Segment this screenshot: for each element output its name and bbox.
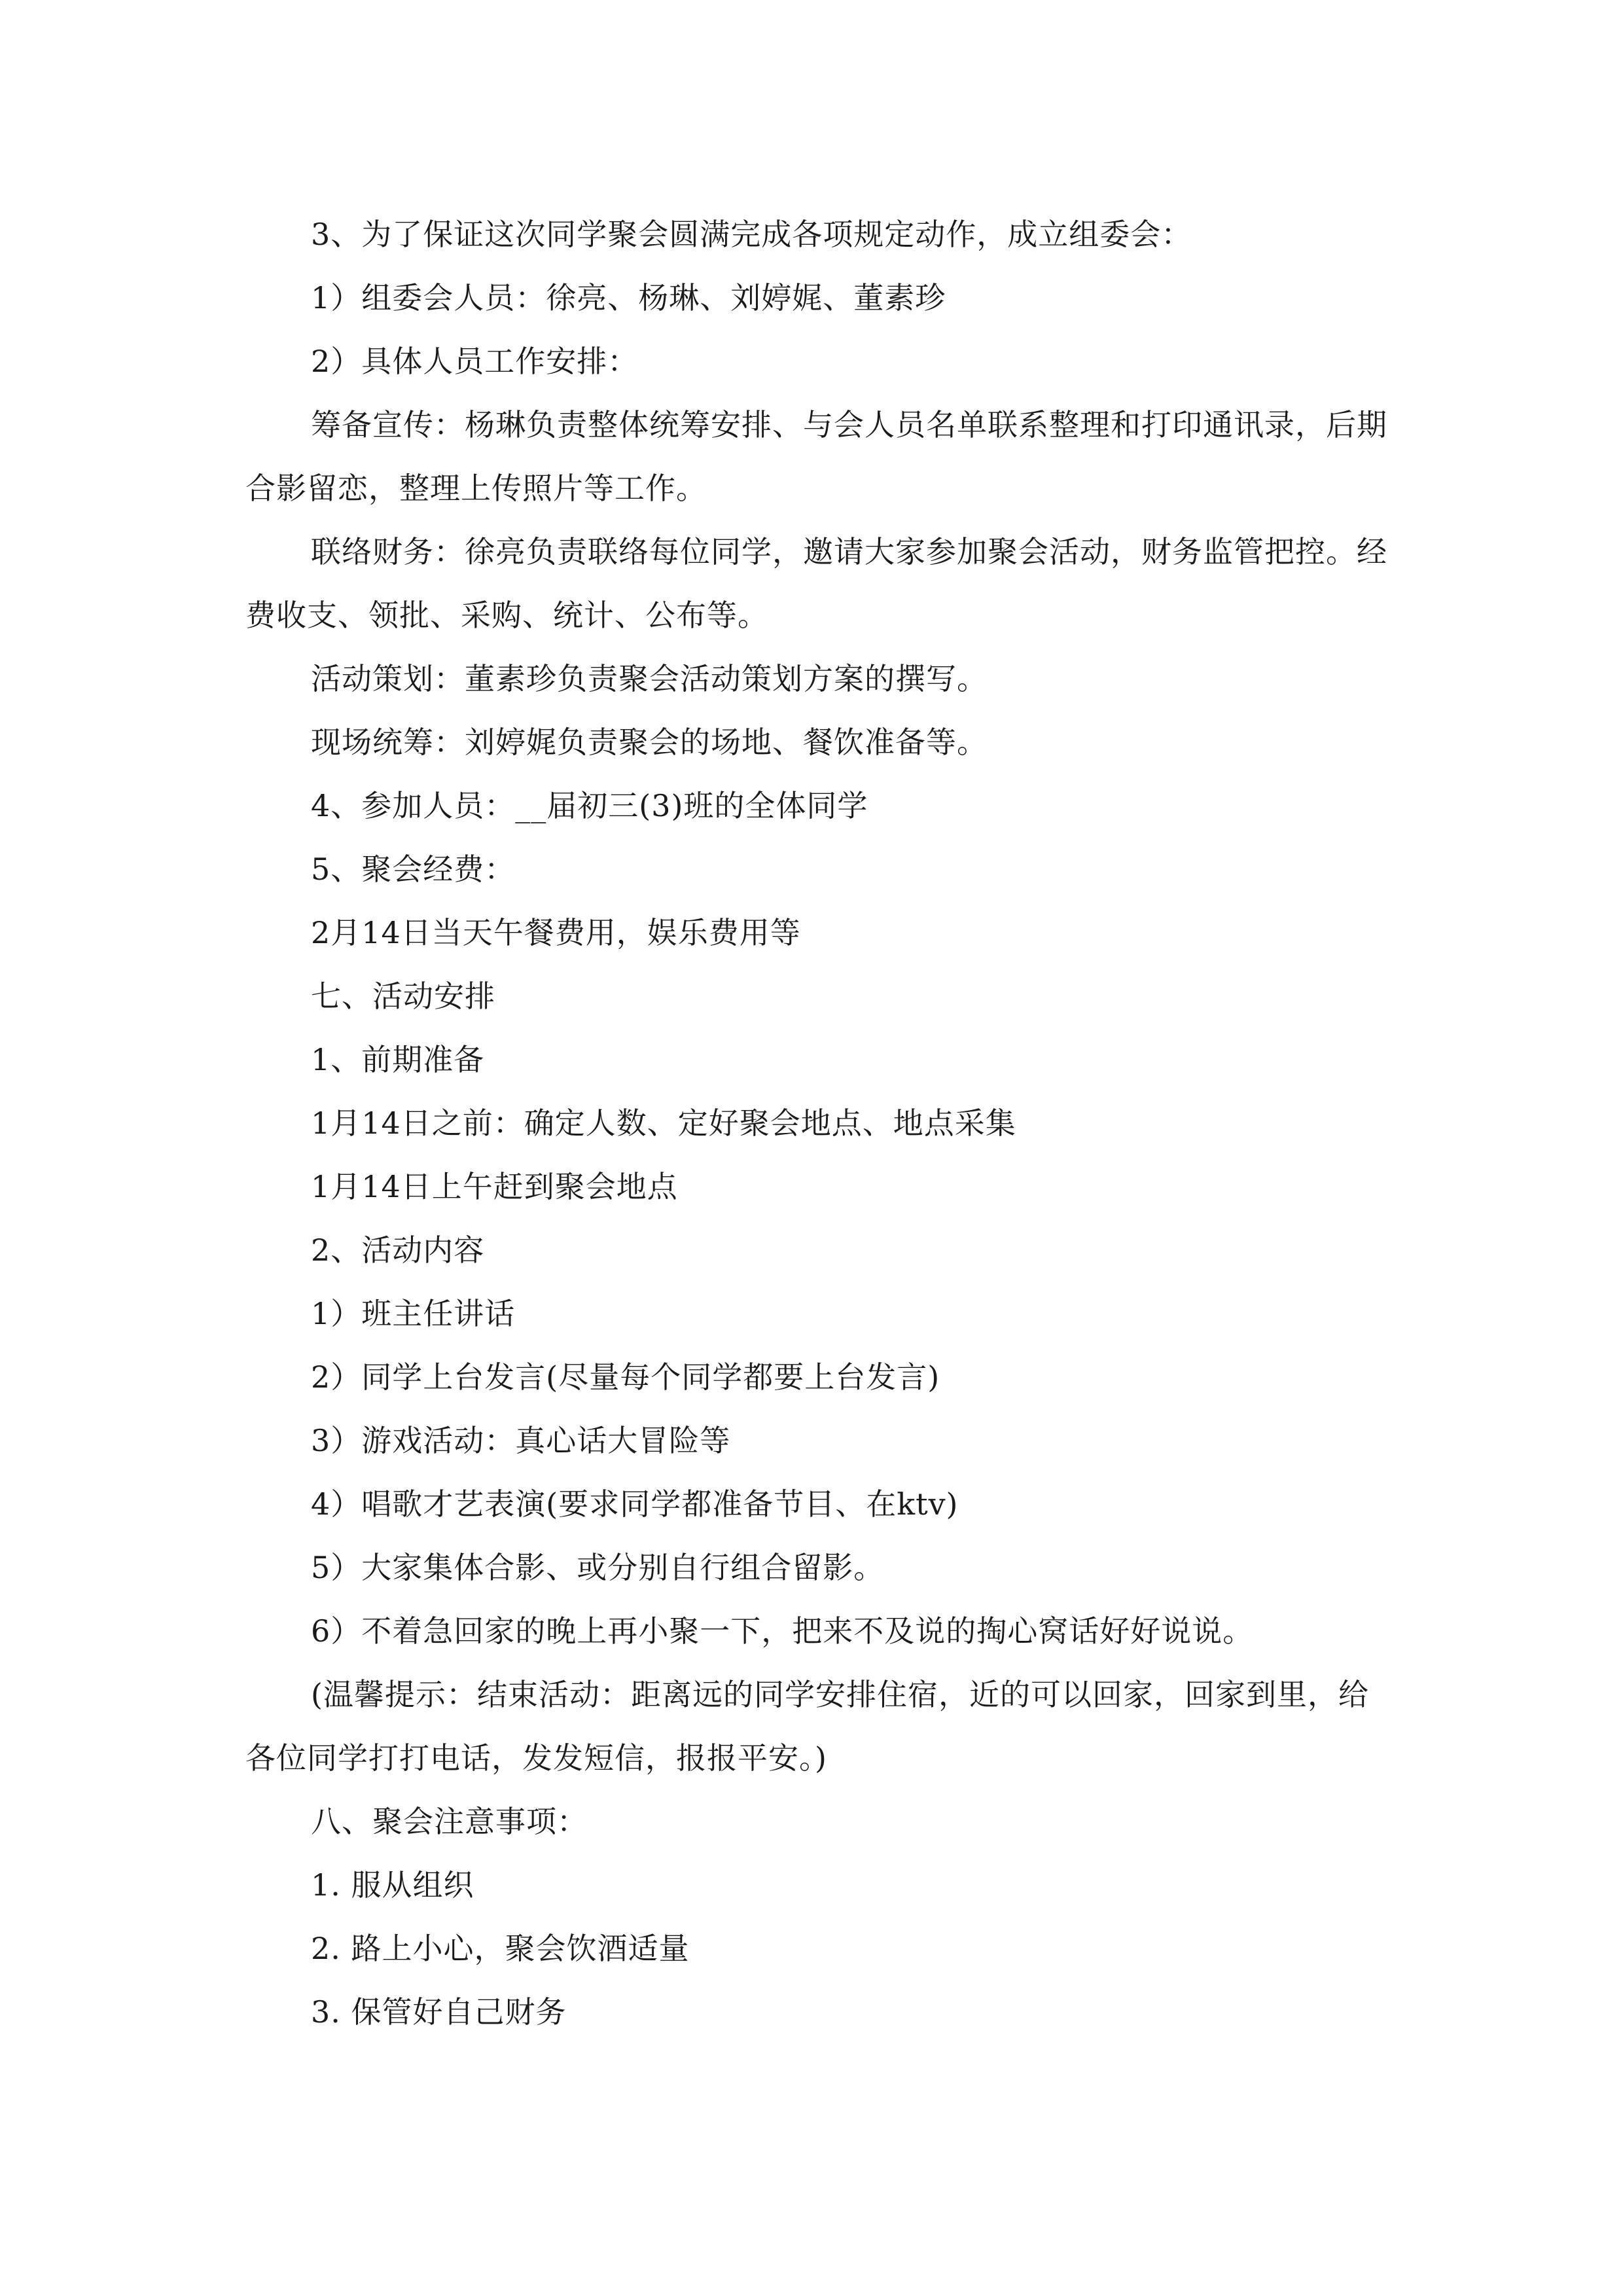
paragraph: 3、为了保证这次同学聚会圆满完成各项规定动作，成立组委会： [311,217,1192,252]
paragraph: 5）大家集体合影、或分别自行组合留影。 [311,1550,885,1585]
document-body [245,203,1397,2044]
paragraph: 3）游戏活动：真心话大冒险等 [311,1423,731,1458]
paragraph: 2）具体人员工作安排： [311,344,639,379]
paragraph: 4、参加人员：__届初三(3)班的全体同学 [311,788,868,823]
paragraph: 4）唱歌才艺表演(要求同学都准备节目、在ktv) [311,1486,959,1522]
section-heading: 八、聚会注意事项： [311,1804,588,1839]
paragraph: 活动策划：董素珍负责聚会活动策划方案的撰写。 [311,661,988,696]
section-heading: 七、活动安排 [311,978,495,1014]
paragraph: 1. 服从组织 [311,1867,474,1903]
paragraph: 1月14日之前：确定人数、定好聚会地点、地点采集 [311,1105,1016,1141]
paragraph: 1）班主任讲话 [311,1296,516,1331]
paragraph: 1月14日上午赶到聚会地点 [311,1169,678,1204]
paragraph: 6）不着急回家的晚上再小聚一下，把来不及说的掏心窝话好好说说。 [311,1613,1254,1649]
paragraph: 2）同学上台发言(尽量每个同学都要上台发言) [311,1359,940,1395]
paragraph: 1、前期准备 [311,1042,485,1077]
paragraph: 联络财务：徐亮负责联络每位同学，邀请大家参加聚会活动，财务监管把控。经费收支、领批、采购、统计、公布等。 [245,534,1387,633]
paragraph: 筹备宣传：杨琳负责整体统筹安排、与会人员名单联系整理和打印通讯录，后期合影留恋，整理上传照片等工作。 [245,407,1387,506]
paragraph: 1）组委会人员：徐亮、杨琳、刘婷娓、董素珍 [311,280,946,315]
paragraph: 2、活动内容 [311,1232,485,1268]
paragraph: 2月14日当天午餐费用，娱乐费用等 [311,915,801,950]
paragraph: 现场统筹：刘婷娓负责聚会的场地、餐饮准备等。 [311,725,988,760]
paragraph: 2. 路上小心，聚会饮酒适量 [311,1931,690,1966]
paragraph: 3. 保管好自己财务 [311,1994,567,2030]
paragraph: (温馨提示：结束活动：距离远的同学安排住宿，近的可以回家，回家到里，给各位同学打打电话，发发短信，报报平安。) [245,1677,1369,1776]
paragraph: 5、聚会经费： [311,852,516,887]
